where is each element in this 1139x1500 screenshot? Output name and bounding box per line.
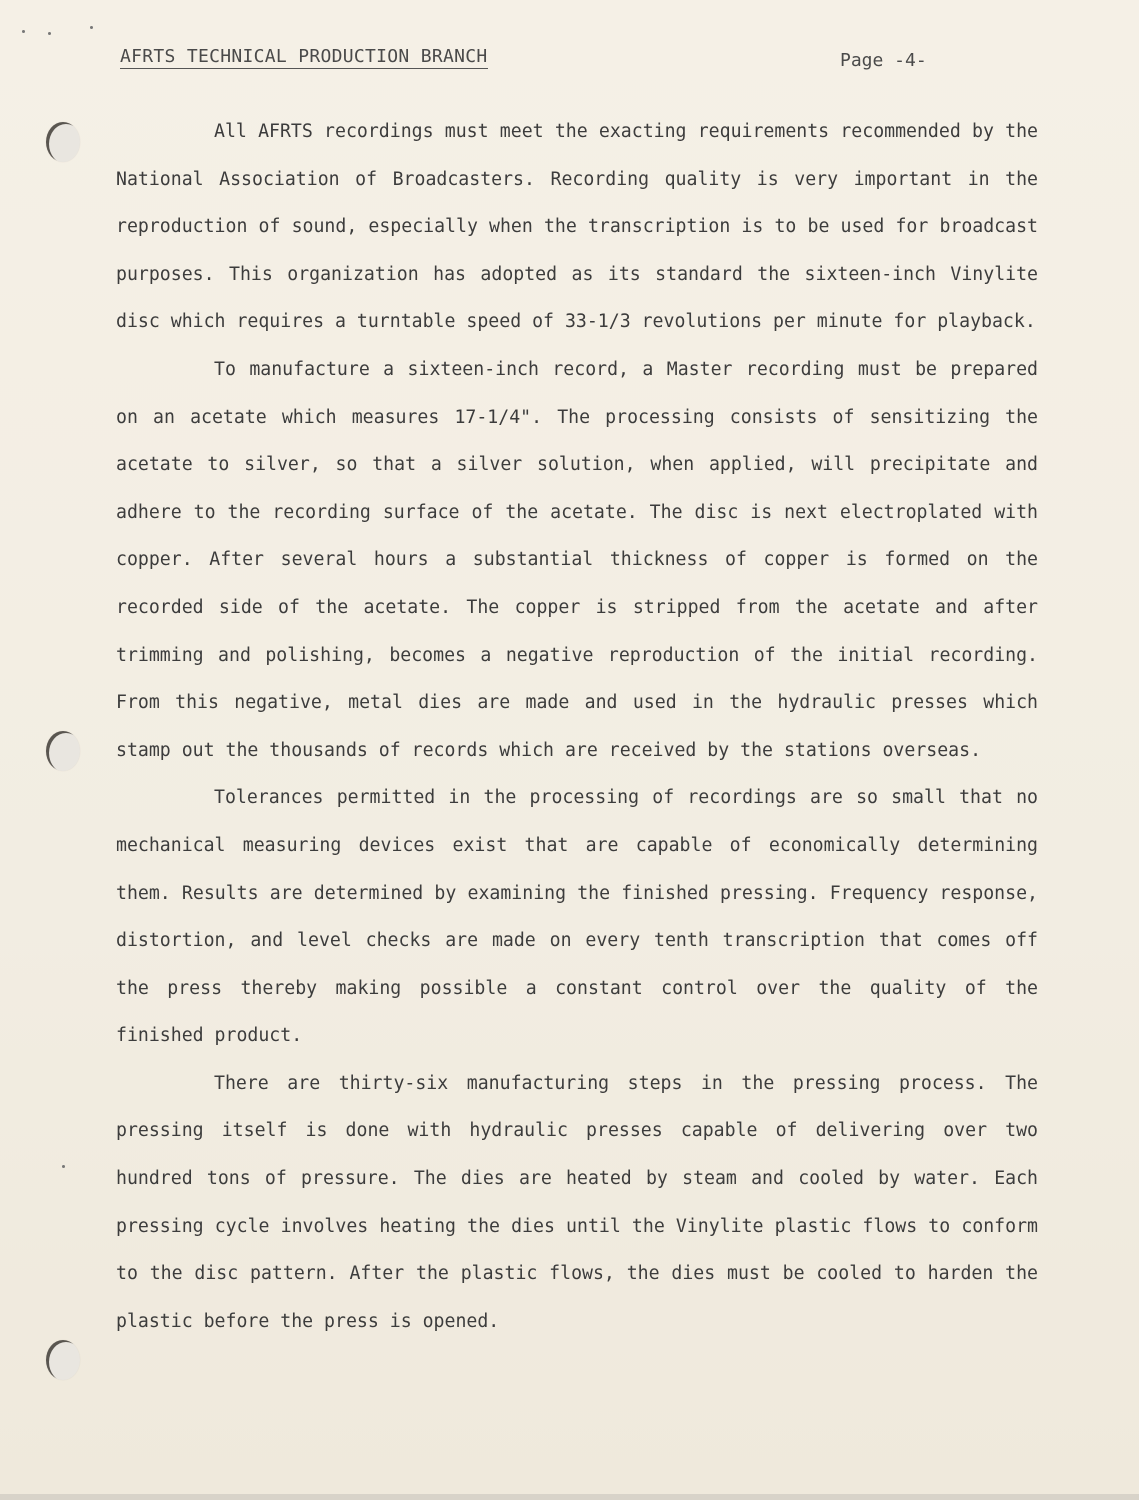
binder-hole [46,731,80,771]
page-bottom-edge [0,1494,1139,1500]
header-title: AFRTS TECHNICAL PRODUCTION BRANCH [120,46,488,67]
paper-speck [62,1165,65,1168]
binder-hole [46,1340,80,1380]
body-text [116,108,1038,1345]
paragraph-2: To manufacture a sixteen-inch record, a Master recording must be prepared on an acetate which measures 17-1/4". The processing consists of sensitizing the acetate to silver, so that a silver solution, when applied, will precipitate and adhere to the recording surface of the acetate. The disc is next electroplated with copper. After several hours a substantial thickness of copper is formed on the recorded side of the acetate. The copper is stripped from the acetate and after trimming and polishing, becomes a negative reproduction of the initial recording. From this negative, metal dies are made and used in the hydraulic presses which stamp out the thousands of records which are received by the stations overseas. [116,358,1038,761]
paragraph-3: Tolerances permitted in the processing of recordings are so small that no mechanical measuring devices exist that are capable of economically determining them. Results are determined by examining the finished pressing. Frequency response, distortion, and level checks are made on every tenth transcription that comes off the press thereby making possible a constant control over the quality of the finished product. [116,787,1038,1047]
page-number: Page -4- [840,50,927,71]
paragraph-4: There are thirty-six manufacturing steps in the pressing process. The pressing itself is done with hydraulic presses capable of delivering over two hundred tons of pressure. The dies are heated by steam and cooled by water. Each pressing cycle involves heating the dies until the Vinylite plastic flows to conform to the disc pattern. After the plastic flows, the dies must be cooled to harden the plastic before the press is opened. [116,1072,1038,1332]
paper-speck [90,26,93,29]
binder-hole [46,122,80,162]
paragraph-1: All AFRTS recordings must meet the exacting requirements recommended by the National Association of Broadcasters. Recording quality is very important in the reproduction of sound, especially when the transcription is to be used for broadcast purposes. This organization has adopted as its standard the sixteen-inch Vinylite disc which requires a turntable speed of 33-1/3 revolutions per minute for playback. [116,121,1038,333]
paper-speck [48,32,51,35]
paper-speck [22,30,25,33]
